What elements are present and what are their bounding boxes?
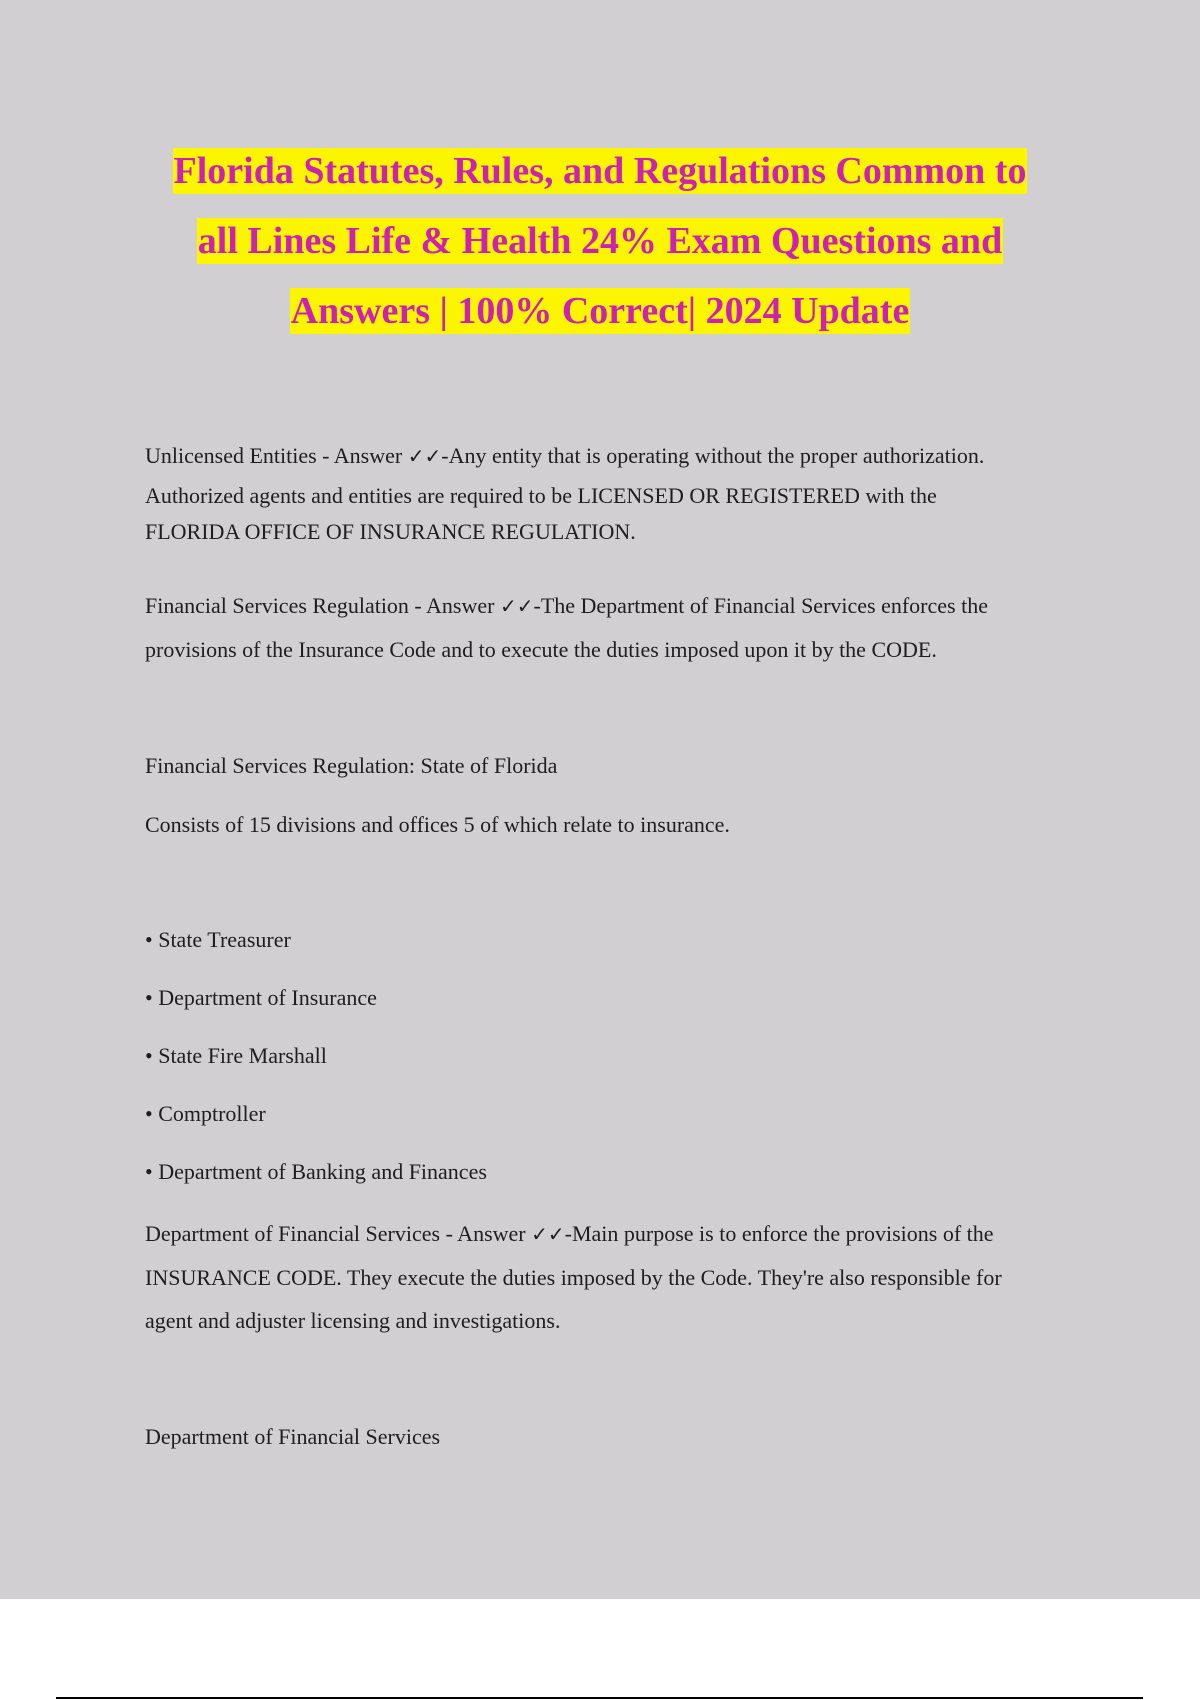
list-item: • State Treasurer: [145, 927, 291, 952]
bullet-list: [145, 925, 1105, 1187]
double-check-icon: ✓✓: [407, 444, 442, 468]
document-title: [60, 136, 1140, 346]
entry-financial-services-regulation: [145, 591, 1105, 665]
entry-definition: -Any entity that is operating without the proper authorization.: [441, 443, 985, 468]
title-line-3: Answers | 100% Correct| 2024 Update: [290, 290, 910, 332]
entry-continuation-line: provisions of the Insurance Code and to execute the duties imposed upon it by the CODE.: [145, 637, 937, 662]
entry-line: [145, 591, 1105, 621]
title-line-2: all Lines Life & Health 24% Exam Questions and: [197, 220, 1003, 262]
entry-definition: -The Department of Financial Services enforces the: [533, 593, 988, 618]
list-item: • State Fire Marshall: [145, 1043, 327, 1068]
consists-text: Consists of 15 divisions and offices 5 of which relate to insurance.: [145, 812, 730, 837]
entry-unlicensed-entities: [145, 441, 1105, 547]
entry-department-of-financial-services: [145, 1219, 1105, 1336]
subheading-department-of-financial-services: Department of Financial Services: [145, 1424, 441, 1449]
list-item: • Department of Insurance: [145, 985, 377, 1010]
entry-continuation-line: INSURANCE CODE. They execute the duties imposed by the Code. They're also responsible for: [145, 1265, 1002, 1290]
entry-term: Financial Services Regulation - Answer: [145, 593, 500, 618]
entry-continuation-line: Authorized agents and entities are required to be LICENSED OR REGISTERED with the: [145, 483, 937, 508]
entry-line: [145, 441, 1105, 471]
title-line-1: Florida Statutes, Rules, and Regulations Common to: [173, 150, 1027, 192]
double-check-icon: ✓✓: [531, 1222, 565, 1246]
list-item: • Department of Banking and Finances: [145, 1159, 487, 1184]
entry-term: Department of Financial Services - Answer: [145, 1221, 532, 1246]
entry-line: [145, 1219, 1105, 1249]
entry-continuation-line: agent and adjuster licensing and investigations.: [145, 1308, 561, 1333]
entry-term: Unlicensed Entities - Answer: [145, 443, 408, 468]
entry-definition: -Main purpose is to enforce the provisions of the: [564, 1221, 994, 1246]
subheading-financial-services-regulation: Financial Services Regulation: State of Florida: [145, 753, 558, 778]
footer-divider: [56, 1697, 1143, 1699]
list-item: • Comptroller: [145, 1101, 266, 1126]
double-check-icon: ✓✓: [499, 594, 534, 618]
entry-continuation-line: FLORIDA OFFICE OF INSURANCE REGULATION.: [145, 519, 636, 544]
